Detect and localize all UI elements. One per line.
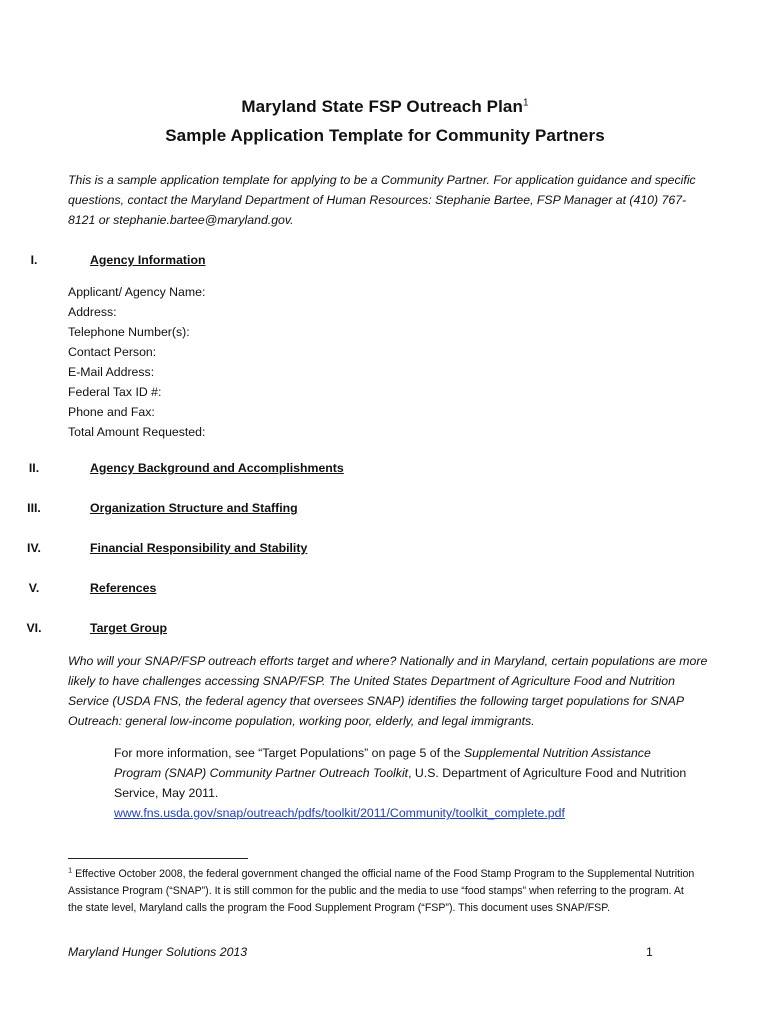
field-label-contact-person: Contact Person:	[68, 345, 157, 359]
toolkit-link[interactable]: www.fns.usda.gov/snap/outreach/pdfs/toolkit/2011/Community/toolkit_complete.pdf	[114, 806, 565, 820]
section-heading-agency-background	[0, 458, 770, 478]
field-label-amount-requested: Total Amount Requested:	[68, 425, 206, 439]
section-title: Agency Background and Accomplishments	[90, 461, 344, 475]
section-number: II.	[28, 461, 40, 475]
section-title: Organization Structure and Staffing	[90, 501, 298, 515]
title-line-1: Maryland State FSP Outreach Plan	[241, 97, 523, 116]
section-number: I.	[30, 253, 38, 267]
footnote-divider	[68, 858, 248, 859]
section-heading-financial-responsibility	[0, 538, 770, 558]
section-heading-agency-information	[0, 250, 770, 270]
more-info-prefix: For more information, see “Target Populations” on page 5 of the	[114, 746, 464, 760]
agency-fields-list	[68, 282, 568, 442]
section-number: IV.	[27, 541, 41, 555]
footnote-marker: 1	[68, 865, 73, 875]
field-label-address: Address:	[68, 305, 117, 319]
field-label-agency-name: Applicant/ Agency Name:	[68, 285, 206, 299]
field-label-telephone: Telephone Number(s):	[68, 325, 190, 339]
page-number: 1	[646, 945, 653, 959]
section-heading-organization-structure	[0, 498, 770, 518]
target-group-paragraph: Who will your SNAP/FSP outreach efforts target and where? Nationally and in Maryland, certain populations are more likely to have challenges accessing SNAP/FSP. The United States Department of Agriculture Food and Nutrition Service (USDA FNS, the federal agency that oversees SNAP) identifies the following target populations for SNAP Outreach: general low-income population, working poor, elderly, and legal immigrants.	[68, 654, 708, 728]
document-title	[0, 97, 770, 117]
document-subtitle: Sample Application Template for Community Partners	[165, 126, 605, 145]
section-number: V.	[28, 581, 40, 595]
toolkit-title: Supplemental Nutrition Assistance Program (SNAP) Community Partner Outreach Toolkit	[114, 746, 651, 780]
intro-paragraph: This is a sample application template for applying to be a Community Partner. For application guidance and specific questions, contact the Maryland Department of Human Resources: Stephanie Bartee, FSP Manager at (410) 767-8121 or stephanie.bartee@maryland.gov.	[68, 173, 696, 227]
section-number: VI.	[26, 621, 42, 635]
section-title: Target Group	[90, 621, 167, 635]
section-title: Agency Information	[90, 253, 206, 267]
field-label-phone-fax: Phone and Fax:	[68, 405, 155, 419]
title-footnote-marker: 1	[522, 97, 529, 109]
section-title: Financial Responsibility and Stability	[90, 541, 308, 555]
footnote	[68, 866, 698, 917]
more-info-suffix: , U.S. Department of Agriculture Food and Nutrition Service, May 2011.	[114, 766, 687, 800]
field-label-email: E-Mail Address:	[68, 365, 155, 379]
section-heading-references	[0, 578, 770, 598]
section-title: References	[90, 581, 157, 595]
field-label-tax-id: Federal Tax ID #:	[68, 385, 162, 399]
section-heading-target-group	[0, 618, 770, 638]
footer-organization: Maryland Hunger Solutions 2013	[68, 945, 248, 959]
section-number: III.	[27, 501, 41, 515]
footnote-text: Effective October 2008, the federal government changed the official name of the Food Stamp Program to the Supplemental Nutrition Assistance Program (“SNAP”). It is still common for the public and the media to use “food stamps” when referring to the program. At the state level, Maryland calls the program the Food Supplement Program (“FSP”). This document uses SNAP/FSP.	[68, 868, 695, 914]
more-information-paragraph	[114, 743, 694, 823]
